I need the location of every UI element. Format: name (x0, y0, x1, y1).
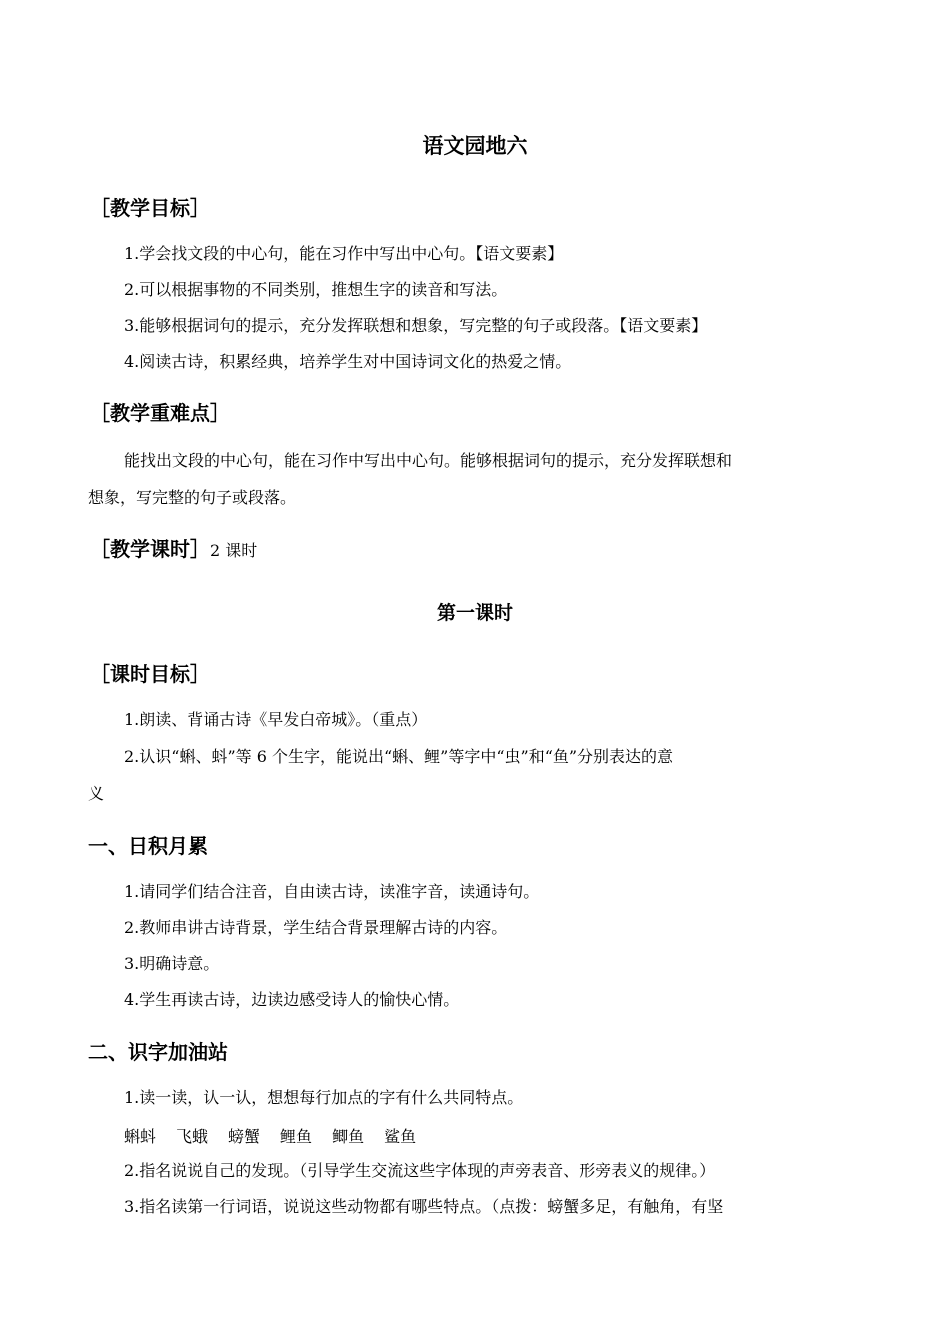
goal-item-3: 3.能够根据词句的提示，充分发挥联想和想象，写完整的句子或段落。【语文要素】 (124, 316, 708, 335)
word-item: 鲨鱼 (384, 1127, 417, 1146)
key-points-heading: ［教学重难点］ (90, 401, 230, 425)
lesson-goals-heading: ［课时目标］ (90, 662, 210, 686)
section-1-item-1: 1.请同学们结合注音，自由读古诗，读准字音，读通诗句。 (124, 882, 540, 901)
class-hours-value: 2 课时 (210, 541, 258, 560)
section-2-heading: 二、识字加油站 (88, 1040, 228, 1064)
section-1-heading: 一、日积月累 (88, 834, 208, 858)
key-points-line-2: 想象，写完整的句子或段落。 (88, 488, 297, 507)
word-item: 鲫鱼 (332, 1127, 365, 1146)
goal-item-2: 2.可以根据事物的不同类别，推想生字的读音和写法。 (124, 280, 508, 299)
word-item: 鲤鱼 (280, 1127, 313, 1146)
class-hours-heading (90, 533, 257, 562)
lesson-goal-1: 1.朗读、背诵古诗《早发白帝城》。（重点） (124, 710, 428, 729)
section-1-item-2: 2.教师串讲古诗背景，学生结合背景理解古诗的内容。 (124, 918, 508, 937)
doc-title: 语文园地六 (422, 134, 528, 158)
word-item: 飞蛾 (176, 1127, 209, 1146)
section-1-item-4: 4.学生再读古诗，边读边感受诗人的愉快心情。 (124, 990, 460, 1009)
lesson-goal-2-line-2: 义 (88, 784, 105, 803)
word-item: 蝌蚪 (124, 1127, 157, 1146)
section-2-item-3: 3.指名读第一行词语，说说这些动物都有哪些特点。（点拨：螃蟹多足，有触角，有坚 (124, 1197, 724, 1216)
key-points-line-1: 能找出文段的中心句，能在习作中写出中心句。能够根据词句的提示，充分发挥联想和 (124, 451, 733, 470)
goal-item-4: 4.阅读古诗，积累经典，培养学生对中国诗词文化的热爱之情。 (124, 352, 572, 371)
section-1-item-3: 3.明确诗意。 (124, 954, 220, 973)
section-2-item-1: 1.读一读，认一认，想想每行加点的字有什么共同特点。 (124, 1088, 524, 1107)
word-row (124, 1124, 436, 1147)
word-item: 螃蟹 (228, 1127, 261, 1146)
section-2-item-2: 2.指名说说自己的发现。（引导学生交流这些字体现的声旁表音、形旁表义的规律。） (124, 1161, 716, 1180)
class-hours-label: ［教学课时］ (90, 537, 210, 561)
teaching-goals-heading: ［教学目标］ (90, 196, 210, 220)
goal-item-1: 1.学会找文段的中心句，能在习作中写出中心句。【语文要素】 (124, 244, 564, 263)
lesson-goal-2-line-1: 2.认识“蝌、蚪”等 6 个生字，能说出“蝌、鲤”等字中“虫”和“鱼”分别表达的意 (124, 747, 674, 766)
lesson-1-title: 第一课时 (436, 602, 513, 624)
